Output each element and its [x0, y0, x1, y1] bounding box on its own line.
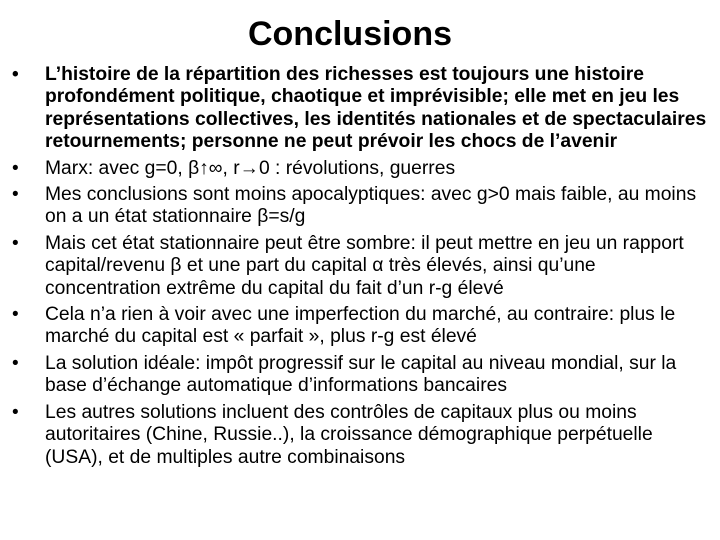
bullet-item [12, 304, 712, 349]
bullet-item [12, 64, 712, 154]
bullet-dot-icon: • [12, 304, 19, 326]
bullet-text: Mais cet état stationnaire peut être sombre: il peut mettre en jeu un rapport capital/revenu β et une part du capital α très élevés, ainsi qu’une concentration extrême du capital du fait d’un r-g élevé [45, 232, 684, 299]
bullet-text: La solution idéale: impôt progressif sur le capital au niveau mondial, sur la base d’échange automatique d’informations bancaires [45, 352, 677, 397]
bullet-item [12, 233, 712, 300]
bullet-item [12, 353, 712, 398]
bullet-dot-icon: • [12, 232, 19, 254]
bullet-dot-icon: • [12, 352, 19, 374]
slide-title: Conclusions [247, 15, 453, 53]
bullet-dot-icon: • [12, 64, 19, 85]
bullet-text: Cela n’a rien à voir avec une imperfection du marché, au contraire: plus le marché du capital est « parfait », plus r-g est élevé [45, 304, 676, 348]
bullet-item [12, 402, 712, 469]
bullet-list [12, 64, 712, 473]
bullet-dot-icon: • [12, 184, 19, 206]
bullet-dot-icon: • [12, 401, 19, 423]
bullet-item [12, 158, 712, 180]
bullet-text: Mes conclusions sont moins apocalyptiques: avec g>0 mais faible, au moins on a un état stationnaire β=s/g [45, 184, 697, 228]
bullet-text: Marx: avec g=0, β↑∞, r→0 : révolutions, guerres [45, 157, 456, 179]
bullet-dot-icon: • [12, 157, 19, 179]
bullet-item [12, 184, 712, 229]
bullet-text: Les autres solutions incluent des contrôles de capitaux plus ou moins autoritaires (Chine, Russie..), la croissance démographique perpétuelle (USA), et de multiples autre combinaisons [45, 401, 653, 468]
bullet-text: L’histoire de la répartition des richesses est toujours une histoire profondément politique, chaotique et imprévisible; elle met en jeu les représentations collectives, les identités nationales et de spectaculaires retournements; personne ne peut prévoir les chocs de l’avenir [45, 64, 707, 153]
